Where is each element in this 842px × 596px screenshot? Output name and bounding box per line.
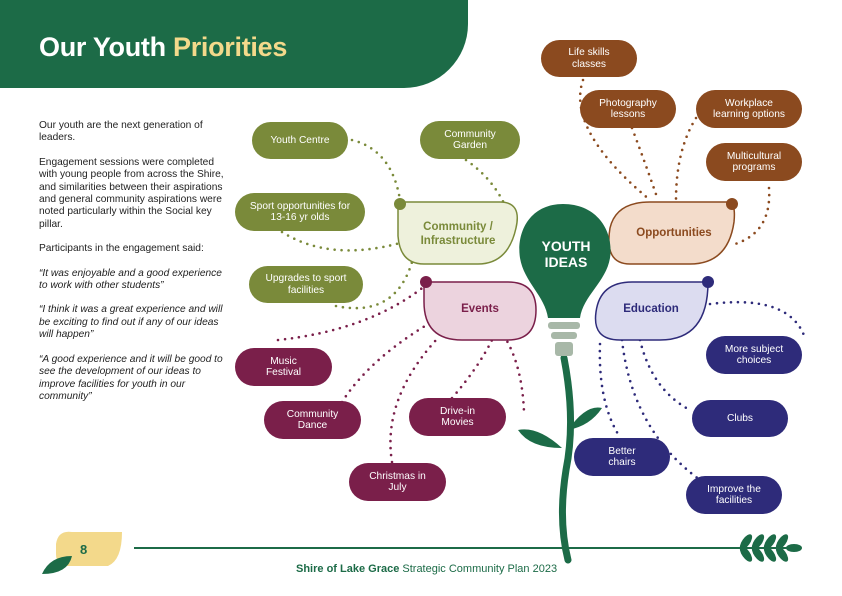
pill-photography: Photography lessons — [580, 90, 676, 128]
pill-community-garden: Community Garden — [420, 121, 520, 159]
pill-youth-centre: Youth Centre — [252, 122, 348, 159]
education-leaf-dot — [702, 276, 714, 288]
title-part-2: Priorities — [173, 32, 288, 62]
footer-doc-title: Strategic Community Plan 2023 — [399, 563, 558, 575]
pill-clubs: Clubs — [692, 400, 788, 437]
connector-better-chairs — [600, 344, 618, 434]
footer-org-name: Shire of Lake Grace — [296, 563, 400, 575]
pill-drive-in: Drive-in Movies — [409, 398, 506, 436]
connector-workplace — [676, 118, 696, 200]
intro-paragraph-3: Participants in the engagement said: — [39, 243, 204, 255]
category-education: Education — [623, 303, 679, 315]
pill-multicultural: Multicultural programs — [706, 143, 802, 181]
bulb-base-cap — [555, 342, 573, 356]
category-events: Events — [461, 303, 499, 315]
pill-life-skills: Life skills classes — [541, 40, 637, 77]
intro-paragraph-2: Engagement sessions were completed with young people from across the Shire, and similarities between their aspirations and general community aspirations were noted particularly within the Social key pillar. — [39, 156, 224, 230]
connector-photography — [632, 128, 658, 200]
wheat-icon — [736, 532, 802, 563]
intro-paragraph-1: Our youth are the next generation of leaders. — [39, 120, 203, 144]
connector-clubs — [640, 340, 690, 410]
opportunities-leaf-dot — [726, 198, 738, 210]
pill-sport-opportunities: Sport opportunities for 13-16 yr olds — [235, 193, 365, 231]
quote-1: “It was enjoyable and a good experience to work with other students” — [39, 267, 222, 292]
plant-stem — [562, 358, 570, 560]
category-opportunities: Opportunities — [636, 227, 712, 239]
pill-workplace-learning: Workplace learning options — [696, 90, 802, 128]
quote-3: “A good experience and it will be good to see the development of our ideas to improve facilities for youth in our community” — [39, 353, 223, 402]
pill-christmas-july: Christmas in July — [349, 463, 446, 501]
connector-youth-centre — [352, 140, 400, 200]
connector-community-dance — [342, 316, 442, 402]
pill-improve-facilities: Improve the facilities — [686, 476, 782, 514]
footer-title — [296, 563, 557, 575]
quote-2: “I think it was a great experience and will be exciting to find out if any of our ideas will happen” — [39, 304, 223, 341]
pill-better-chairs: Better chairs — [574, 438, 670, 476]
stem-leaf-left — [518, 429, 562, 448]
events-leaf-dot — [420, 276, 432, 288]
connector-events-tail — [500, 330, 524, 412]
connector-more-subjects — [710, 302, 805, 338]
page-number: 8 — [80, 542, 88, 557]
community-leaf-dot — [394, 198, 406, 210]
pill-music-festival: Music Festival — [235, 348, 332, 386]
pill-community-dance: Community Dance — [264, 401, 361, 439]
connector-multicultural — [735, 188, 769, 244]
center-label: YOUTH IDEAS — [541, 238, 591, 270]
pill-upgrades-sport: Upgrades to sport facilities — [249, 266, 363, 303]
connector-sport-opportunities — [282, 232, 400, 250]
title-part-1: Our Youth — [39, 32, 173, 62]
connector-drive-in — [452, 340, 492, 398]
category-community: Community / Infrastructure — [420, 221, 496, 247]
pill-more-subjects: More subject choices — [706, 336, 802, 374]
bulb-base-ring-1 — [548, 322, 580, 329]
bulb-base-ring-2 — [551, 332, 577, 339]
